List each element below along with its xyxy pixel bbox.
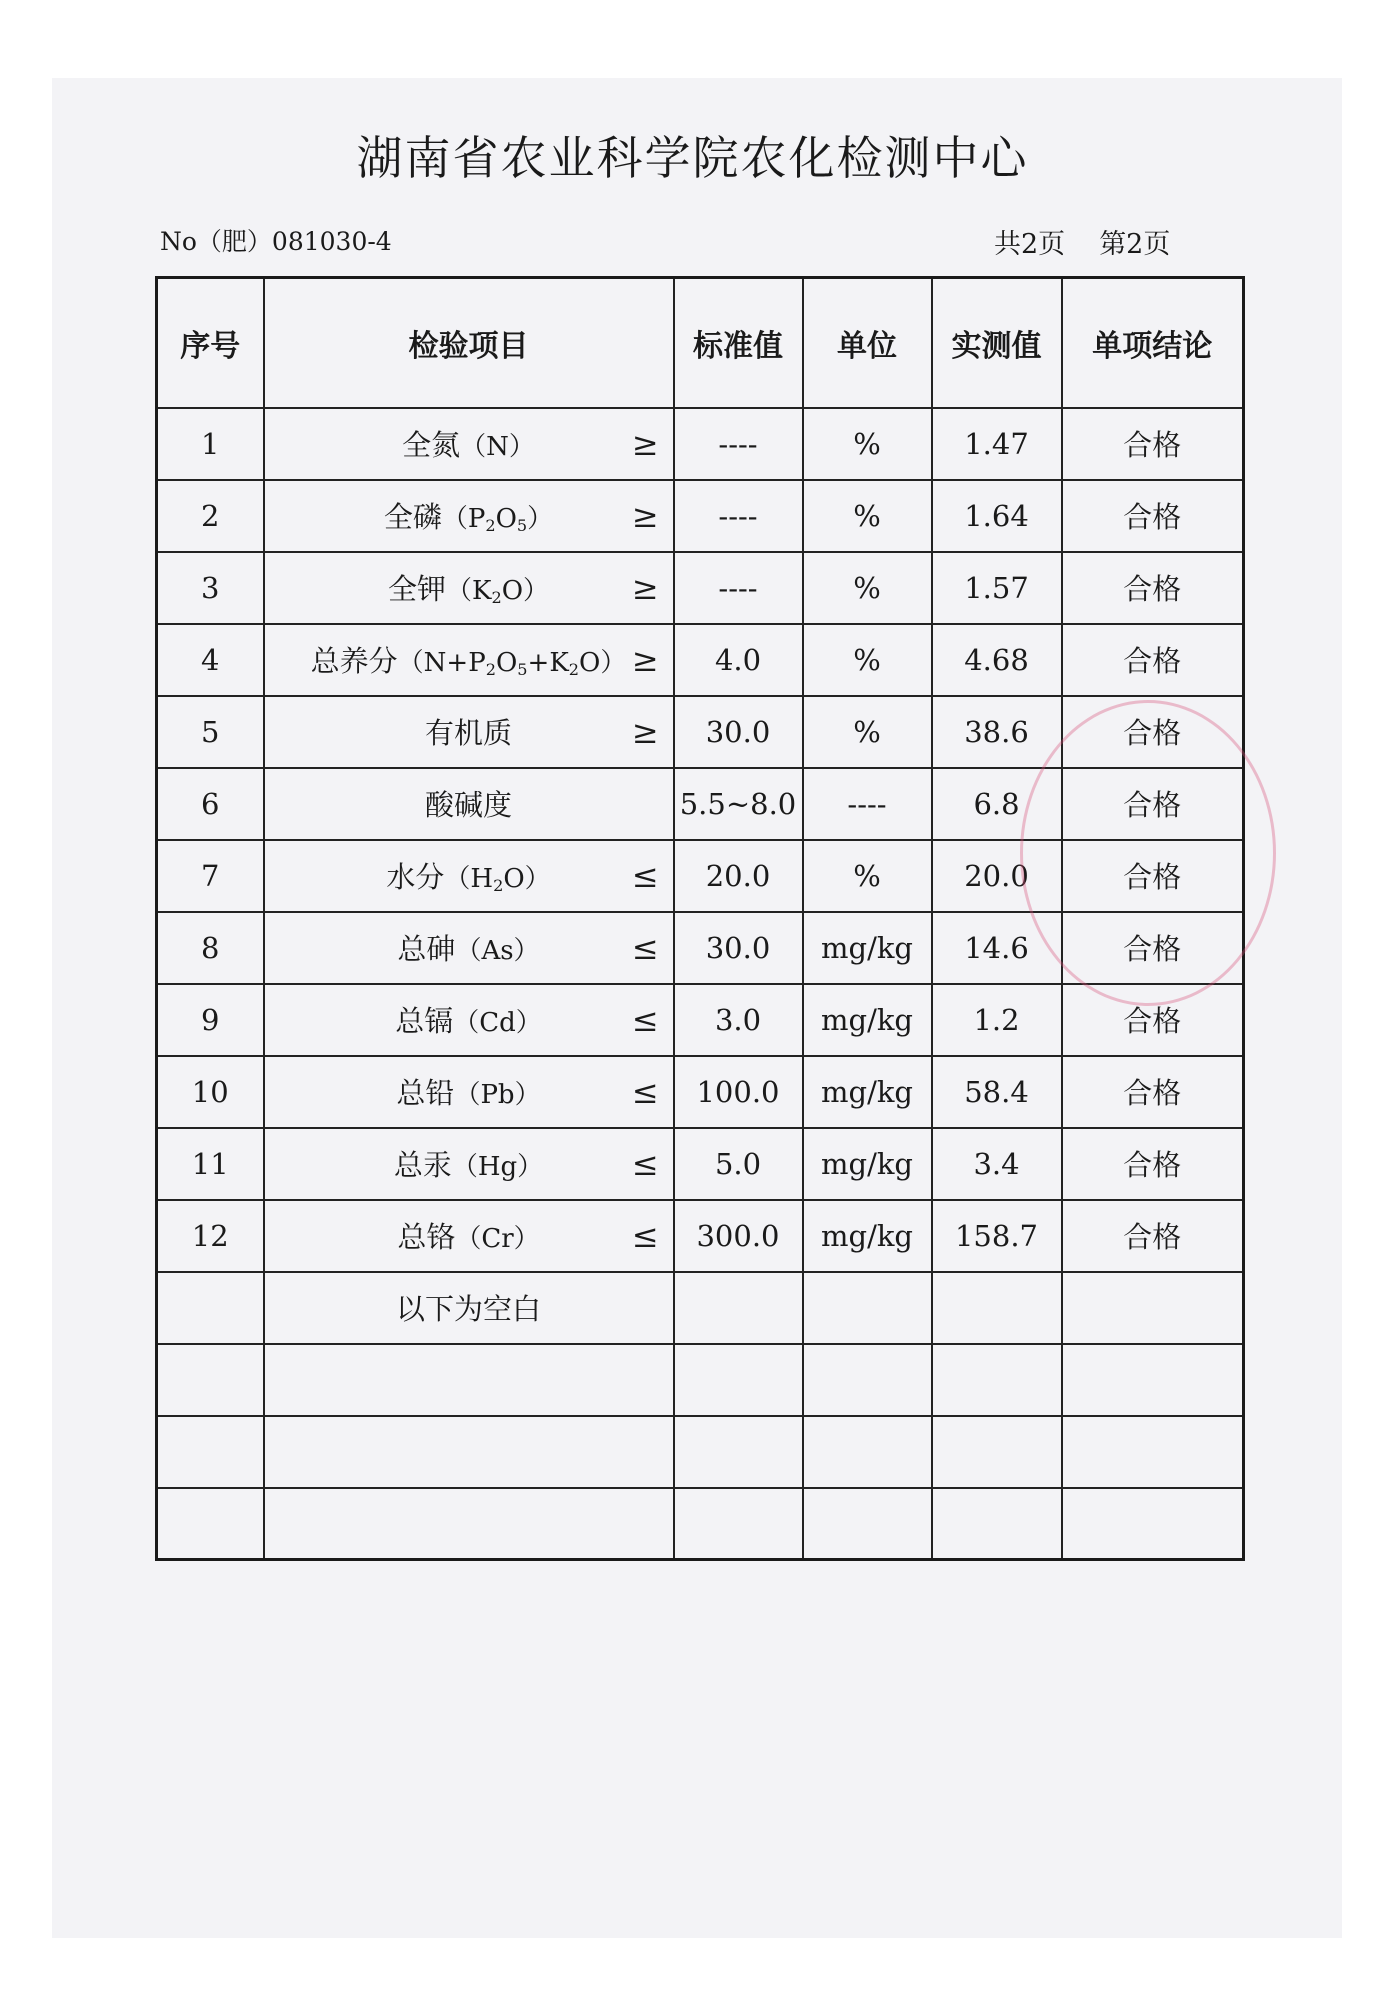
page-info <box>994 222 1170 261</box>
item-formula: $(P_2O_5)$ <box>441 504 554 536</box>
measured-value: 58.4 <box>932 1056 1062 1128</box>
item-result: 合格 <box>1062 840 1244 912</box>
table-row <box>157 408 1244 480</box>
test-item <box>264 1200 674 1272</box>
row-number: 10 <box>157 1056 264 1128</box>
unit: ---- <box>803 768 932 840</box>
empty-cell <box>932 1488 1062 1560</box>
empty-cell <box>157 1272 264 1344</box>
test-item <box>264 408 674 480</box>
measured-value: 4.68 <box>932 624 1062 696</box>
empty-cell <box>1062 1272 1244 1344</box>
standard-value: ---- <box>674 408 803 480</box>
relation-sign: ≤ <box>631 856 659 895</box>
standard-value: 30.0 <box>674 696 803 768</box>
measured-value: 1.47 <box>932 408 1062 480</box>
table-row-end-note <box>157 1272 1244 1344</box>
test-item <box>264 1128 674 1200</box>
table-row <box>157 840 1244 912</box>
item-name: 总养分 <box>310 644 398 678</box>
item-result: 合格 <box>1062 1128 1244 1200</box>
item-result: 合格 <box>1062 768 1244 840</box>
relation-sign: ≥ <box>631 640 659 679</box>
table-row <box>157 1128 1244 1200</box>
row-number: 11 <box>157 1128 264 1200</box>
table-row <box>157 1056 1244 1128</box>
item-name: 全磷 <box>383 500 442 534</box>
unit: mg/kg <box>803 1056 932 1128</box>
measured-value: 20.0 <box>932 840 1062 912</box>
item-formula: （N） <box>460 432 535 462</box>
empty-cell <box>803 1488 932 1560</box>
empty-cell <box>1062 1344 1244 1416</box>
empty-cell <box>674 1272 803 1344</box>
relation-sign: ≤ <box>631 1144 659 1183</box>
empty-cell <box>1062 1488 1244 1560</box>
item-formula: $(H_2O)$ <box>444 864 551 896</box>
blank-row <box>157 1488 1244 1560</box>
row-number: 3 <box>157 552 264 624</box>
row-number: 6 <box>157 768 264 840</box>
standard-value: 20.0 <box>674 840 803 912</box>
item-result: 合格 <box>1062 912 1244 984</box>
row-number: 7 <box>157 840 264 912</box>
report-number: No（肥）081030-4 <box>160 227 392 256</box>
relation-sign: ≤ <box>631 928 659 967</box>
relation-sign: ≤ <box>631 1072 659 1111</box>
unit: % <box>803 408 932 480</box>
page-total: 共2页 <box>994 229 1066 260</box>
item-result: 合格 <box>1062 480 1244 552</box>
row-number: 2 <box>157 480 264 552</box>
table-body <box>157 408 1244 1560</box>
item-formula: （As） <box>455 936 540 966</box>
unit: % <box>803 624 932 696</box>
test-item <box>264 624 674 696</box>
unit: % <box>803 480 932 552</box>
empty-cell <box>157 1344 264 1416</box>
item-name: 全钾 <box>387 572 446 606</box>
standard-value: ---- <box>674 552 803 624</box>
test-item <box>264 768 674 840</box>
item-result: 合格 <box>1062 984 1244 1056</box>
page-current: 第2页 <box>1099 229 1171 260</box>
empty-cell <box>674 1416 803 1488</box>
measured-value: 158.7 <box>932 1200 1062 1272</box>
measured-value: 1.2 <box>932 984 1062 1056</box>
item-result: 合格 <box>1062 552 1244 624</box>
test-item <box>264 480 674 552</box>
item-name: 全氮 <box>402 428 461 462</box>
standard-value: 30.0 <box>674 912 803 984</box>
test-item <box>264 696 674 768</box>
end-note: 以下为空白 <box>264 1272 674 1344</box>
empty-cell <box>157 1488 264 1560</box>
standard-value: ---- <box>674 480 803 552</box>
measured-value: 6.8 <box>932 768 1062 840</box>
standard-value: 5.0 <box>674 1128 803 1200</box>
item-result: 合格 <box>1062 1056 1244 1128</box>
unit: mg/kg <box>803 984 932 1056</box>
measured-value: 1.57 <box>932 552 1062 624</box>
empty-cell <box>1062 1416 1244 1488</box>
row-number: 1 <box>157 408 264 480</box>
empty-cell <box>932 1416 1062 1488</box>
relation-sign: ≤ <box>631 1000 659 1039</box>
table-row <box>157 552 1244 624</box>
standard-value: 300.0 <box>674 1200 803 1272</box>
relation-sign: ≥ <box>631 568 659 607</box>
relation-sign: ≤ <box>631 1216 659 1255</box>
item-name: 总砷 <box>397 932 456 966</box>
blank-row <box>157 1344 1244 1416</box>
unit: mg/kg <box>803 1200 932 1272</box>
empty-cell <box>803 1344 932 1416</box>
item-name: 水分 <box>386 860 445 894</box>
standard-value: 100.0 <box>674 1056 803 1128</box>
test-item <box>264 1056 674 1128</box>
empty-cell <box>674 1344 803 1416</box>
test-item <box>264 912 674 984</box>
table-header-row <box>157 278 1244 408</box>
item-formula: （Hg） <box>451 1152 544 1182</box>
blank-row <box>157 1416 1244 1488</box>
relation-sign: ≥ <box>631 712 659 751</box>
table-row <box>157 984 1244 1056</box>
header-unit: 单位 <box>803 278 932 408</box>
measured-value: 38.6 <box>932 696 1062 768</box>
item-name: 总汞 <box>393 1148 452 1182</box>
item-formula: （Cr） <box>455 1224 540 1254</box>
relation-sign: ≥ <box>631 424 659 463</box>
table-row <box>157 1200 1244 1272</box>
empty-cell <box>264 1488 674 1560</box>
standard-value: 4.0 <box>674 624 803 696</box>
measured-value: 14.6 <box>932 912 1062 984</box>
table-row <box>157 768 1244 840</box>
empty-cell <box>674 1488 803 1560</box>
table-row <box>157 480 1244 552</box>
item-formula: （Cd） <box>453 1008 542 1038</box>
item-name: 有机质 <box>424 716 512 750</box>
item-name: 酸碱度 <box>424 788 512 822</box>
item-result: 合格 <box>1062 696 1244 768</box>
header-item: 检验项目 <box>264 278 674 408</box>
header-result: 单项结论 <box>1062 278 1244 408</box>
header-no: 序号 <box>157 278 264 408</box>
test-item <box>264 552 674 624</box>
test-item <box>264 840 674 912</box>
relation-sign: ≥ <box>631 496 659 535</box>
test-item <box>264 984 674 1056</box>
empty-cell <box>803 1416 932 1488</box>
row-number: 8 <box>157 912 264 984</box>
row-number: 9 <box>157 984 264 1056</box>
header-standard: 标准值 <box>674 278 803 408</box>
item-name: 总铅 <box>396 1076 455 1110</box>
item-name: 总镉 <box>395 1004 454 1038</box>
unit: % <box>803 696 932 768</box>
standard-value: 5.5~8.0 <box>674 768 803 840</box>
measured-value: 3.4 <box>932 1128 1062 1200</box>
empty-cell <box>157 1416 264 1488</box>
table-row <box>157 624 1244 696</box>
unit: mg/kg <box>803 912 932 984</box>
item-formula: （Pb） <box>454 1080 541 1110</box>
item-formula: $(K_2O)$ <box>446 576 550 608</box>
empty-cell <box>803 1272 932 1344</box>
item-name: 总铬 <box>397 1220 456 1254</box>
table-row <box>157 696 1244 768</box>
row-number: 12 <box>157 1200 264 1272</box>
table-row <box>157 912 1244 984</box>
item-result: 合格 <box>1062 624 1244 696</box>
report-title: 湖南省农业科学院农化检测中心 <box>356 131 1029 185</box>
empty-cell <box>264 1344 674 1416</box>
row-number: 5 <box>157 696 264 768</box>
empty-cell <box>932 1344 1062 1416</box>
unit: % <box>803 840 932 912</box>
empty-cell <box>264 1416 674 1488</box>
header-measured: 实测值 <box>932 278 1062 408</box>
row-number: 4 <box>157 624 264 696</box>
empty-cell <box>932 1272 1062 1344</box>
unit: % <box>803 552 932 624</box>
measured-value: 1.64 <box>932 480 1062 552</box>
item-formula: $(N+P_2O_5+K_2O)$ <box>397 648 627 680</box>
unit: mg/kg <box>803 1128 932 1200</box>
item-result: 合格 <box>1062 1200 1244 1272</box>
results-table <box>155 276 1245 1561</box>
item-result: 合格 <box>1062 408 1244 480</box>
standard-value: 3.0 <box>674 984 803 1056</box>
